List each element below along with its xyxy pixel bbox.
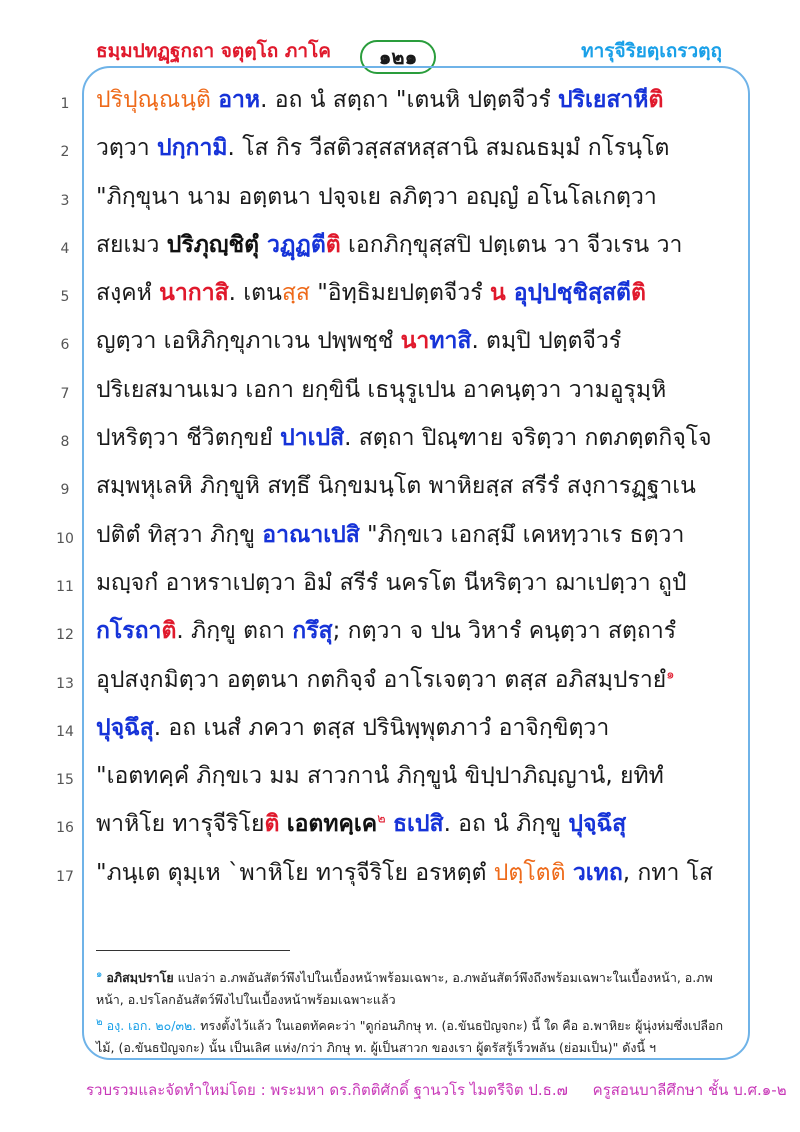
text-segment: ปติตํ ทิสฺวา ภิกฺขู <box>96 521 263 548</box>
text-line <box>0 267 800 315</box>
page-footer <box>86 1078 787 1102</box>
line-number: 13 <box>56 675 74 692</box>
text-segment: ธเปสิ <box>393 811 444 838</box>
line-text <box>96 420 730 456</box>
text-line <box>0 605 800 653</box>
text-segment: เอกภิกฺขุสฺสปิ ปตฺเตน วา จีวเรน วา <box>340 231 683 258</box>
text-segment: . ภิกฺขู ตถา <box>176 618 293 645</box>
footnote-mark: ๑ <box>96 969 103 980</box>
text-segment: ทาสิ <box>429 328 472 355</box>
text-segment: . เตน <box>228 280 282 307</box>
line-text <box>96 662 730 698</box>
footnote-1 <box>96 964 740 1011</box>
line-text <box>96 372 730 408</box>
text-segment: "เอตทคฺคํ ภิกฺขเว มม สาวกานํ ภิกฺขูนํ ขิปฺปาภิญฺญานํ, ยทิทํ <box>96 763 664 790</box>
text-segment: วฏฺฏตี <box>267 231 326 258</box>
text-segment: "อิทฺธิมยปตฺตจีวรํ <box>309 280 490 307</box>
footnote-2 <box>96 1012 740 1059</box>
text-segment <box>279 811 286 837</box>
text-segment: "ภิกฺขเว เอกสฺมึ เคหทฺวาเร ธตฺวา <box>359 521 685 548</box>
line-number: 14 <box>56 723 74 740</box>
text-line <box>0 847 800 895</box>
footnote-ref: ๒ <box>377 811 386 827</box>
footnote-mark: ๒ <box>96 1017 103 1028</box>
text-segment: . อถ นํ ภิกฺขู <box>443 811 569 838</box>
text-segment: ติ <box>161 618 177 645</box>
text-segment: วเทถ <box>572 859 623 886</box>
line-number: 12 <box>56 627 74 644</box>
text-segment: , กทา โส <box>622 859 714 886</box>
line-number: 8 <box>60 434 70 451</box>
text-line <box>0 171 800 219</box>
text-segment: วตฺวา <box>96 135 157 162</box>
line-text <box>96 82 730 118</box>
text-segment: อาห <box>218 87 261 113</box>
line-number: 16 <box>56 820 74 837</box>
text-line <box>0 122 800 170</box>
line-number: 6 <box>60 337 70 354</box>
line-text <box>96 565 730 601</box>
line-text <box>96 758 730 794</box>
footnote-term: อภิสมฺปราโย <box>106 970 174 986</box>
text-segment: กโรถา <box>96 618 162 645</box>
line-text <box>96 227 730 263</box>
page-number-badge: ๑๒๑ <box>360 40 436 74</box>
line-text <box>96 323 730 359</box>
text-segment: ปหริตฺวา ชีวิตกฺขยํ <box>96 425 281 452</box>
footnote-ref: ๑ <box>666 666 675 682</box>
text-segment: ปริปุณฺณนฺติ <box>96 87 211 113</box>
line-text <box>96 806 730 842</box>
footnote-text: ทรงตั้งไว้แล้ว ในเอตทัคคะว่า "ดูก่อนภิกษุ ท. (อ.ขันธปัญจกะ) นี้ ใด คือ อ.พาหิยะ ผู้นุ่งห่มซึ่งเปลือกไม้, (อ.ขันธปัญจกะ) นั้น เป็นเลิศ แห่ง/กว่า ภิกษุ ท. ผู้เป็นสาวก ของเรา ผู้ตรัสรู้เร็วพลัน (ย่อมเป็น)" ดังนี้ ฯ <box>96 1018 724 1056</box>
text-segment: เอตทคฺเค <box>286 811 378 838</box>
text-line <box>0 750 800 798</box>
line-number: 15 <box>56 772 74 789</box>
line-text <box>96 130 730 166</box>
text-segment: ปุจฺฉึสุ <box>96 714 154 741</box>
text-segment: กรึสุ <box>292 618 333 645</box>
text-segment: อุปฺปชฺชิสฺสตี <box>513 280 631 307</box>
footer-level: ครูสอนบาลีศึกษา ชั้น บ.ศ.๑-๒ <box>592 1081 787 1099</box>
text-segment: สงฺคหํ <box>96 280 160 307</box>
line-text <box>96 468 730 504</box>
text-segment: ปตฺโตติ <box>493 859 566 886</box>
line-number: 5 <box>60 289 70 306</box>
text-segment: ปกฺกามิ <box>157 135 228 162</box>
footnote-citation: องฺ. เอก. ๒๐/๓๒. <box>106 1018 197 1034</box>
line-text <box>96 179 730 215</box>
text-segment: ; กตฺวา จ ปน วิหารํ คนฺตฺวา สตฺถารํ <box>332 618 677 645</box>
line-text <box>96 517 730 553</box>
text-body <box>0 74 800 895</box>
text-line <box>0 74 800 122</box>
text-segment: น <box>489 280 514 307</box>
text-segment: ญตฺวา เอหิภิกฺขุภาเวน ปพฺพชฺชํ <box>96 328 401 355</box>
text-segment: . อถ เนสํ ภควา ตสฺส ปรินิพฺพุตภาวํ อาจิกฺขิตฺวา <box>153 714 610 741</box>
text-segment: . ตมฺปิ ปตฺตจีวรํ <box>471 328 622 355</box>
text-line <box>0 315 800 363</box>
text-line <box>0 557 800 605</box>
text-line <box>0 509 800 557</box>
text-segment: สยเมว <box>96 231 167 258</box>
line-number: 7 <box>60 385 70 402</box>
text-segment: นากาสิ <box>159 280 229 307</box>
text-segment <box>386 811 393 837</box>
text-segment: . อถ นํ สตฺถา "เตนหิ ปตฺตจีวรํ <box>260 87 559 113</box>
header-book-title: ธมฺมปทฏฺฐกถา จตุตฺโถ ภาโค <box>96 40 332 62</box>
text-segment: ปริเยสาหี <box>558 87 649 113</box>
text-segment: ติ <box>325 231 341 258</box>
text-segment: "ภนฺเต ตุมฺเห `พาหิโย ทารุจีริโย อรหตฺตํ <box>96 859 494 886</box>
line-number: 17 <box>56 868 74 885</box>
line-text <box>96 613 730 649</box>
text-segment: ปาเปสิ <box>280 425 345 452</box>
line-text <box>96 710 730 746</box>
footnote-text: แปลว่า อ.ภพอันสัตว์พึงไปในเบื้องหน้าพร้อมเฉพาะ, อ.ภพอันสัตว์พึงถึงพร้อมเฉพาะในเบื้องหน้า, อ.ภพหน้า, อ.ปรโลกอันสัตว์พึงไปในเบื้องหน้าพร้อมเฉพาะแล้ว <box>96 970 713 1008</box>
text-line <box>0 654 800 702</box>
text-line <box>0 219 800 267</box>
text-segment: ปริเยสมานเมว เอกา ยกฺขินี เธนุรูเปน อาคนฺตฺวา วามอูรุมฺหิ <box>96 376 667 403</box>
footnote-divider <box>96 950 290 951</box>
line-number: 11 <box>56 578 74 595</box>
text-segment: พาหิโย ทารุจีริโย <box>96 811 265 838</box>
line-number: 9 <box>60 482 70 499</box>
text-segment: ปุจฺฉึสุ <box>568 811 627 838</box>
text-segment: สมฺพหุเลหิ ภิกฺขูหิ สทฺธึ นิกฺขมนฺโต พาหิยสฺส สรีรํ สงฺการฏฺฐาเน <box>96 473 696 500</box>
text-line <box>0 412 800 460</box>
text-line <box>0 460 800 508</box>
line-number: 1 <box>60 96 70 112</box>
text-line <box>0 702 800 750</box>
text-segment: ติ <box>264 811 280 838</box>
header-story-title: ทารุจีริยตฺเถรวตฺถุ <box>581 40 722 62</box>
text-segment: ติ <box>648 87 664 113</box>
text-segment: อุปสงฺกมิตฺวา อตฺตนา กตกิจฺจํ อาโรเจตฺวา ตสฺส อภิสมฺปรายํ <box>96 666 667 693</box>
line-number: 3 <box>60 192 70 209</box>
text-segment: มญฺจกํ อาหราเปตฺวา อิมํ สรีรํ นครโต นีหริตฺวา ฌาเปตฺวา ถูปํ <box>96 569 687 596</box>
footer-compiler: รวบรวมและจัดทำใหม่โดย : พระมหา ดร.กิตติศักดิ์ ฐานวโร ไมตรีจิต ป.ธ.๗ <box>86 1081 568 1099</box>
text-segment: อาณาเปสิ <box>262 521 360 548</box>
text-segment: . สตฺถา ปิณฺฑาย จริตฺวา กตภตฺตกิจฺโจ <box>344 425 712 452</box>
line-number: 2 <box>60 144 70 161</box>
text-segment: "ภิกฺขุนา นาม อตฺตนา ปจฺจเย ลภิตฺวา อญฺญํ อโนโลเกตฺวา <box>96 183 657 210</box>
line-text <box>96 855 730 891</box>
text-segment: ติ <box>630 280 646 307</box>
text-segment <box>566 860 573 886</box>
line-number: 4 <box>60 240 70 257</box>
text-line <box>0 798 800 846</box>
text-segment: ปริภุญฺชิตุํ <box>166 231 268 258</box>
text-segment: นา <box>400 328 430 355</box>
text-line <box>0 364 800 412</box>
text-segment: . โส กิร วีสติวสฺสสหสฺสานิ สมณธมฺมํ กโรนฺโต <box>227 135 670 162</box>
line-number: 10 <box>56 530 74 547</box>
line-text <box>96 275 730 311</box>
text-segment: สฺส <box>281 280 310 307</box>
